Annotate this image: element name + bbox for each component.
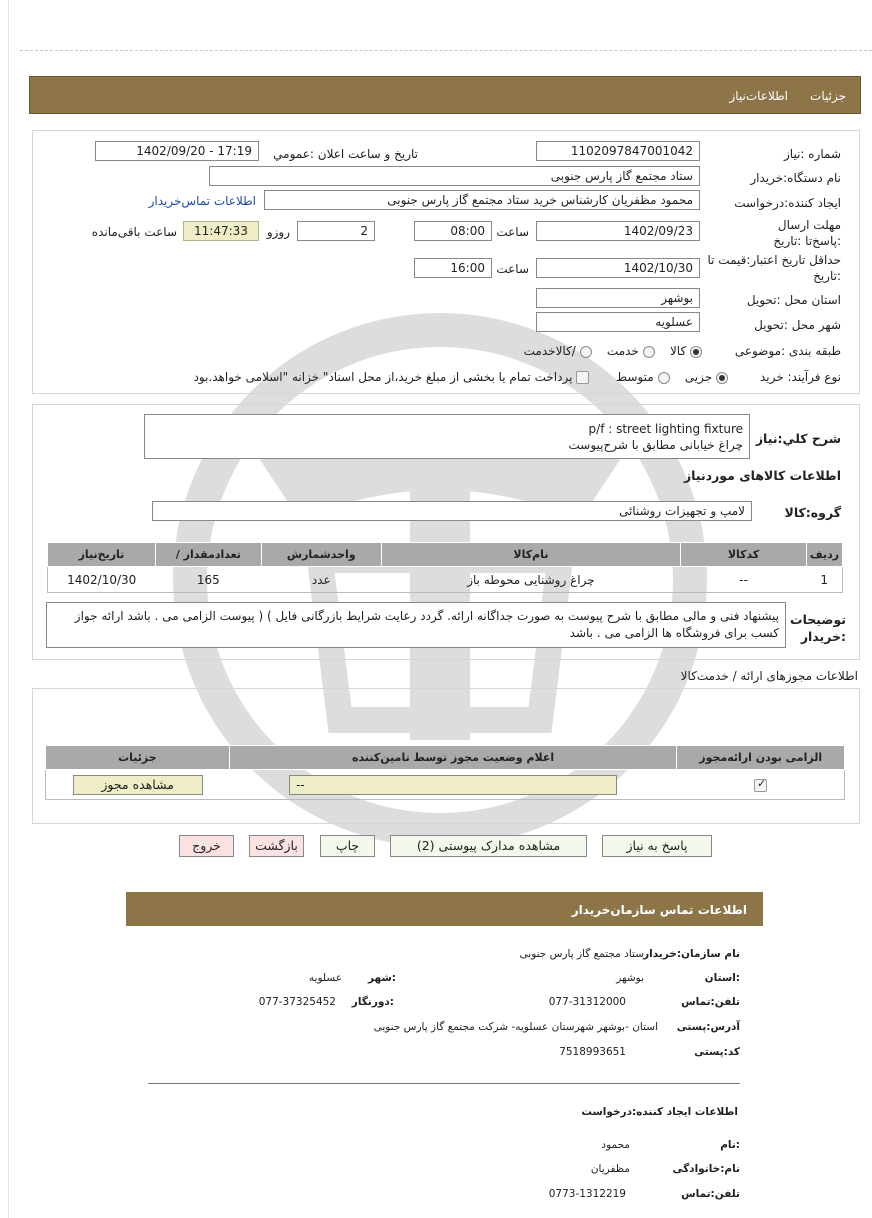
radio-service[interactable] xyxy=(643,346,655,358)
treasury-note: پرداخت تمام یا بخشی از مبلغ خرید،از محل اسناد" خزانه "اسلامی خواهد.بود xyxy=(193,370,573,384)
validity-label: حداقل تاریخ اعتبار:قیمت تا :تاریخ xyxy=(707,253,841,283)
radio-goods-label: کالا xyxy=(669,344,687,358)
col-permit-status: اعلام وضعیت مجوز توسط تامین‌کننده xyxy=(229,746,677,770)
cell-need-date: 1402/10/30 xyxy=(48,567,156,593)
check-icon: ✓ xyxy=(756,776,767,790)
postal-value: 7518993651 xyxy=(559,1046,626,1058)
back-button[interactable]: بازگشت xyxy=(249,835,304,857)
permit-status-field: -- xyxy=(289,775,617,795)
creator-family-value: مظفریان xyxy=(590,1163,630,1175)
phone-label: تلفن:تماس xyxy=(681,996,740,1008)
description-line-2: چراغ خیابانی مطابق با شرح‌پیوست xyxy=(568,438,743,452)
remaining-time-label: ساعت باقی‌مانده xyxy=(91,225,177,239)
tab-need-info[interactable]: اطلاعات‌نیاز xyxy=(729,89,788,103)
permits-title: اطلاعات مجوزهای ارائه / خدمت‌کالا xyxy=(680,669,858,683)
fax-value: 077-37325452 xyxy=(258,996,336,1008)
creator-phone-label: تلفن:تماس xyxy=(681,1188,740,1200)
validity-time-label: ساعت xyxy=(496,262,529,276)
col-goods-name: نام‌کالا xyxy=(381,543,680,567)
category-radio-group xyxy=(524,343,702,359)
creator-name-value: محمود xyxy=(601,1139,630,1151)
col-row: ردیف xyxy=(806,543,842,567)
cell-goods-code: -- xyxy=(681,567,807,593)
city-label: شهر محل :تحویل xyxy=(754,318,841,332)
radio-minor[interactable] xyxy=(716,372,728,384)
creator-title: اطلاعات ایجاد کننده:درخواست xyxy=(581,1106,738,1118)
view-docs-button[interactable]: مشاهده مدارک پیوستی (2) xyxy=(390,835,587,857)
province-label-contact: :استان xyxy=(704,972,740,984)
announce-label: تاریخ و ساعت اعلان :عمومي xyxy=(273,147,418,161)
org-label: نام سازمان:خریدار xyxy=(643,948,740,960)
creator-name-label: :نام xyxy=(720,1139,740,1151)
creator-phone-value: 0773-1312219 xyxy=(548,1188,626,1200)
col-permit-required: الزامی بودن ارائه‌مجوز xyxy=(677,746,845,770)
buyer-org-label: نام دستگاه:خریدار xyxy=(750,171,841,185)
goods-table xyxy=(47,542,843,593)
announce-datetime-field: 1402/09/20 - 17:19 xyxy=(95,141,259,161)
view-permit-button[interactable]: مشاهده مجوز xyxy=(73,775,203,795)
print-button[interactable]: چاپ xyxy=(320,835,375,857)
contact-divider xyxy=(148,1083,740,1084)
radio-goods-service-label: /کالاخدمت xyxy=(523,344,576,358)
exit-button[interactable]: خروج xyxy=(179,835,234,857)
col-goods-code: کدکالا xyxy=(681,543,807,567)
cell-details xyxy=(46,770,230,800)
radio-service-label: خدمت xyxy=(606,344,639,358)
deadline-time-field: 08:00 xyxy=(414,221,492,241)
requester-field: محمود مظفریان کارشناس خرید ستاد مجتمع گاز پارس جنوبی xyxy=(264,190,700,210)
cell-permit-required xyxy=(677,770,845,800)
address-label: آدرس:پستی xyxy=(676,1021,740,1033)
cell-unit: عدد xyxy=(261,567,381,593)
permit-required-checkbox xyxy=(754,776,767,792)
city-label-contact: :شهر xyxy=(368,972,396,984)
days-label: روزو xyxy=(266,225,290,239)
process-radio-group xyxy=(194,369,728,385)
validity-time-field: 16:00 xyxy=(414,258,492,278)
remaining-time-field: 11:47:33 xyxy=(183,221,259,241)
radio-medium[interactable] xyxy=(658,372,670,384)
fax-label: :دورنگار xyxy=(351,996,394,1008)
creator-family-label: نام:خانوادگی xyxy=(672,1163,740,1175)
reply-button[interactable]: پاسخ به نیاز xyxy=(602,835,712,857)
table-row xyxy=(48,567,843,593)
deadline-label: مهلت ارسال :پاسخ‌تا :تاریخ xyxy=(773,218,841,248)
days-field: 2 xyxy=(297,221,375,241)
col-need-date: تاریخ‌نیاز xyxy=(48,543,156,567)
goods-group-field: لامپ و تجهیزات روشنائی xyxy=(152,501,752,521)
category-label: طبقه بندی :موضوعی xyxy=(734,344,841,358)
tab-details[interactable]: جزئیات xyxy=(810,89,846,103)
province-value-contact: بوشهر xyxy=(616,972,644,984)
radio-minor-label: جزیی xyxy=(684,370,713,384)
radio-medium-label: متوسط xyxy=(615,370,654,384)
deadline-time-label: ساعت xyxy=(496,225,529,239)
cell-goods-name: چراغ روشنایی محوطه باز xyxy=(381,567,680,593)
goods-info-title: اطلاعات کالاهای موردنیاز xyxy=(683,468,841,483)
need-number-label: شماره :نیاز xyxy=(784,147,841,161)
col-details: جزئیات xyxy=(46,746,230,770)
top-divider xyxy=(20,50,872,51)
contact-title: اطلاعات تماس سازمان‌خریدار xyxy=(571,903,747,917)
buyer-notes-label: توضیحات :خریدار xyxy=(790,612,846,644)
radio-goods-service[interactable] xyxy=(580,346,592,358)
province-label: استان محل :تحویل xyxy=(746,293,841,307)
process-label: نوع فرآیند: خرید xyxy=(760,370,841,384)
deadline-date-field: 1402/09/23 xyxy=(536,221,700,241)
city-field: عسلویه xyxy=(536,312,700,332)
general-description-label: شرح کلي:نیاز xyxy=(755,431,841,446)
buyer-org-field: ستاد مجتمع گاز پارس جنوبی xyxy=(209,166,700,186)
buyer-notes-box: پیشنهاد فنی و مالی مطابق با شرح پیوست به صورت جداگانه ارائه. گردد رعایت شرایط بازرگانی فایل ) ( پیوست الزامی می . باشد ارائه جواز کسب برای فروشگاه ها الزامی می . باشد xyxy=(46,602,786,648)
permits-table xyxy=(45,745,845,800)
cell-row-number: 1 xyxy=(806,567,842,593)
radio-goods[interactable] xyxy=(690,346,702,358)
org-value: ستاد مجتمع گاز پارس جنوبی xyxy=(519,948,644,960)
col-unit: واحدشمارش xyxy=(261,543,381,567)
col-quantity: / تعدادمقدار xyxy=(155,543,261,567)
province-field: بوشهر xyxy=(536,288,700,308)
phone-value: 077-31312000 xyxy=(548,996,626,1008)
page-left-border xyxy=(8,0,9,1218)
city-value-contact: عسلویه xyxy=(308,972,342,984)
postal-label: کد:پستی xyxy=(694,1046,740,1058)
general-description-box xyxy=(144,414,750,459)
goods-group-label: گروه:کالا xyxy=(784,505,841,520)
validity-date-field: 1402/10/30 xyxy=(536,258,700,278)
description-line-1: p/f : street lighting fixture xyxy=(588,422,743,436)
cell-quantity: 165 xyxy=(155,567,261,593)
treasury-checkbox[interactable] xyxy=(576,371,589,384)
contact-header xyxy=(126,892,763,926)
top-tab-bar xyxy=(29,76,861,114)
address-value: استان -بوشهر شهرستان عسلویه- شرکت مجتمع گاز پارس جنوبی xyxy=(373,1021,658,1033)
buyer-contact-link[interactable]: اطلاعات تماس‌خریدار xyxy=(148,194,256,208)
cell-permit-status xyxy=(229,770,677,800)
need-number-field: 1102097847001042 xyxy=(536,141,700,161)
requester-label: ایجاد کننده:درخواست xyxy=(734,196,841,210)
table-row xyxy=(46,770,845,800)
